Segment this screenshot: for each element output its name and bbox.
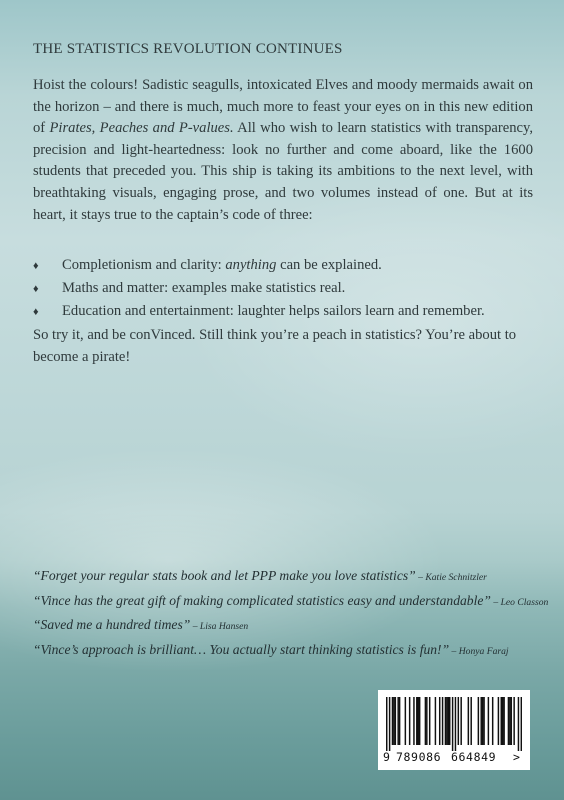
list-item [33,301,543,324]
barcode-bar [393,697,394,745]
barcode-bar [389,697,390,751]
diamond-bullet-icon: ♦ [33,305,39,318]
barcode-bar [468,697,469,745]
barcode-bar [483,697,484,745]
list-item-text-end: can be explained. [276,257,382,273]
barcode-bar [429,697,430,745]
barcode-bar [449,697,450,745]
barcode-bar [439,697,440,745]
diamond-bullet-icon: ♦ [33,260,39,272]
barcode-bar [445,697,446,745]
diamond-bullet-icon: ♦ [33,282,39,295]
barcode-bar [392,697,393,745]
barcode-bar [509,697,510,745]
list-item-text [62,255,382,277]
testimonial [33,614,553,639]
list-item [33,278,543,301]
testimonial-text: “Forget your regular stats book and let PPP make you love statistics” [33,568,416,583]
barcode-bar [435,697,436,745]
barcode-bar [508,697,509,745]
barcode-bar [498,697,499,745]
barcode-bar [448,697,449,745]
barcode-bar [482,697,483,745]
testimonial [33,590,553,615]
barcode-bar [395,697,396,745]
testimonial-text: “Saved me a hundred times” [33,617,191,633]
book-title: Pirates, Peaches and P-values. [49,120,234,137]
barcode-bar [455,697,456,751]
barcode-bar [460,697,461,745]
barcode-bar [501,697,502,745]
isbn-group-2: 664849 [451,750,497,764]
section-heading: THE STATISTICS REVOLUTION CONTINUES [33,41,343,57]
barcode-bar [426,697,427,745]
list-item-text: Maths and matter: examples make statistics real. [62,279,346,296]
barcode-bar [513,697,514,745]
list-item-emphasis: anything [225,257,277,273]
barcode-bar [503,697,504,745]
barcode-bar [442,697,443,745]
list-item-text: Education and entertainment: laughter helps sailors learn and remember. [62,302,485,319]
isbn-barcode [378,690,530,770]
barcode-bars [386,697,522,751]
testimonial-author: – Honya Faraj [449,645,509,657]
barcode-bar [409,697,410,745]
code-of-three-list [33,255,543,323]
barcode-bar [386,697,387,751]
testimonial [33,565,553,590]
isbn-group-1: 789086 [396,750,442,764]
barcode-bar [480,697,481,745]
intro-text-start: Hoist the colours! Sadistic seagulls, intoxicated Elves and moody mermaids await on the horizon – and there is much, much more to feast your eyes on in this new edition of [33,77,533,137]
testimonial-author: – Lisa Hansen [190,621,249,633]
intro-paragraph [33,75,533,226]
barcode-bar [405,697,406,745]
barcode-bar [416,697,417,745]
barcode-bar [502,697,503,745]
barcode-bar [446,697,447,745]
barcode-bar [521,697,522,751]
barcode-bar [399,697,400,745]
barcode-bar [417,697,418,745]
barcode-bar [518,697,519,751]
barcode-bar [458,697,459,745]
barcode-bar [478,697,479,745]
barcode-bar [413,697,414,745]
testimonials [33,565,553,663]
testimonial-text: “Vince’s approach is brilliant… You actually start thinking statistics is fun!” [33,641,450,657]
closing-paragraph: So try it, and be conVinced. Still think you’re a peach in statistics? You’re about to become a pirate! [33,327,517,365]
isbn-prefix: 9 [383,750,390,764]
barcode-bar [419,697,420,745]
barcode-bar [488,697,489,745]
list-item [33,255,543,278]
testimonial [33,639,553,664]
testimonial-author: – Leo Classon [490,596,549,608]
testimonial-author: – Katie Schnitzler [415,572,487,583]
isbn-quiet-zone-mark: > [513,750,520,764]
barcode-bar [397,697,398,745]
barcode-bar [425,697,426,745]
barcode-bar [511,697,512,745]
barcode-bar [452,697,453,751]
testimonial-text: “Vince has the great gift of making complicated statistics easy and understandable” [33,592,491,608]
barcode-bar [470,697,471,745]
list-item-text-start: Completionism and clarity: [62,257,226,273]
barcode-bar [492,697,493,745]
intro-text-end: All who wish to learn statistics with transparency, precision and light-heartedness: look no further and come aboard, like the 1600 students that preceded you. This ship is taking its ambitions to the next level, with breathtaking visuals, engaging prose, and two volumes instead of one. But at its heart, it stays true to the captain’s code of three: [33,120,533,223]
